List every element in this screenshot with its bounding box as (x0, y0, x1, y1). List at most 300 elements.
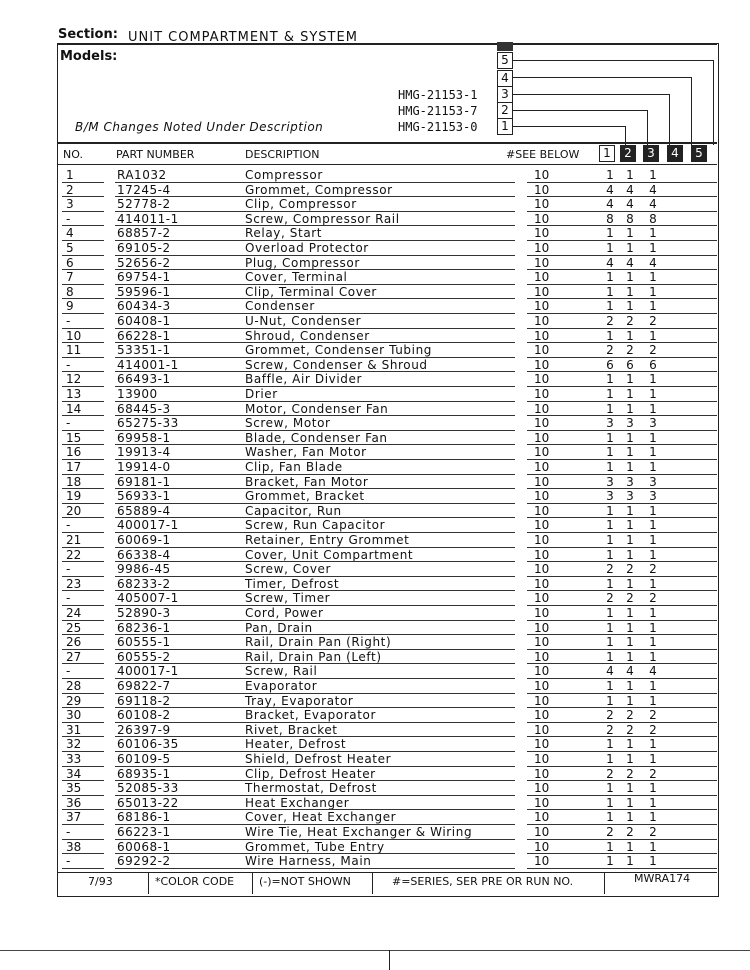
qty-model-1: 1 (606, 781, 614, 796)
part-description: Rail, Drain Pan (Right) (245, 635, 392, 650)
part-number: RA1032 (117, 168, 167, 182)
qty-model-3: 1 (649, 284, 657, 299)
part-number: 53351-1 (117, 343, 171, 358)
row-number: 27 (66, 649, 82, 664)
qty-model-2: 2 (626, 314, 634, 328)
part-description: Cover, Unit Compartment (245, 547, 414, 562)
row-number: - (66, 591, 71, 606)
model-box-1: 1 (497, 118, 513, 135)
part-description: Timer, Defrost (245, 576, 340, 591)
qty-model-2: 1 (626, 270, 634, 285)
model-box-cap (497, 42, 513, 51)
qty-model-1: 2 (606, 825, 614, 839)
table-row (57, 416, 717, 431)
qty-model-1: 2 (606, 591, 614, 606)
row-number: 28 (66, 679, 82, 693)
series-number: 10 (534, 255, 550, 270)
table-row (57, 708, 717, 723)
table-row (57, 840, 717, 855)
footer-color-code: *COLOR CODE (155, 875, 235, 888)
part-number: 69105-2 (117, 241, 171, 255)
qty-model-1: 2 (606, 314, 614, 328)
table-row (57, 256, 717, 271)
series-number: 10 (534, 781, 550, 796)
table-row (57, 343, 717, 358)
part-description: Evaporator (245, 679, 318, 693)
part-description: Rail, Drain Pan (Left) (245, 649, 382, 664)
row-number: 17 (66, 460, 82, 474)
qty-model-3: 2 (649, 708, 657, 723)
table-row (57, 475, 717, 490)
qty-model-1: 1 (606, 460, 614, 474)
part-description: Grommet, Bracket (245, 489, 365, 504)
row-number: - (66, 357, 71, 372)
part-number: 400017-1 (117, 518, 179, 533)
connector-line (513, 77, 691, 78)
row-number: 37 (66, 810, 82, 825)
part-number: 69181-1 (117, 474, 171, 489)
qty-model-2: 2 (626, 766, 634, 781)
table-row (57, 314, 717, 329)
part-number: 26397-9 (117, 722, 171, 737)
part-number: 69292-2 (117, 854, 171, 869)
qty-model-3: 6 (649, 357, 657, 372)
part-description: Clip, Compressor (245, 197, 357, 212)
qty-model-1: 1 (606, 649, 614, 664)
connector-line (513, 94, 669, 95)
part-number: 66228-1 (117, 328, 171, 343)
qty-model-1: 1 (606, 606, 614, 620)
table-row (57, 358, 717, 373)
table-row (57, 299, 717, 314)
qty-model-2: 4 (626, 664, 634, 679)
qty-model-1: 1 (606, 284, 614, 299)
series-number: 10 (534, 825, 550, 839)
part-description: Bracket, Fan Motor (245, 474, 369, 489)
qty-model-3: 4 (649, 664, 657, 679)
part-number: 68233-2 (117, 576, 171, 591)
bm-changes-note: B/M Changes Noted Under Description (75, 120, 324, 134)
row-number: 10 (66, 328, 82, 343)
part-number: 400017-1 (117, 664, 179, 679)
col-no: NO. (63, 148, 83, 161)
row-number: 12 (66, 372, 82, 387)
qty-model-2: 1 (626, 430, 634, 445)
part-number: 60109-5 (117, 752, 171, 766)
part-number: 68236-1 (117, 620, 171, 635)
series-number: 10 (534, 547, 550, 562)
part-description: Clip, Defrost Heater (245, 766, 376, 781)
row-number: 34 (66, 766, 82, 781)
part-description: Heat Exchanger (245, 795, 350, 810)
part-description: Wire Harness, Main (245, 854, 372, 869)
part-number: 52778-2 (117, 197, 171, 212)
part-description: Pan, Drain (245, 620, 313, 635)
table-row (57, 212, 717, 227)
table-row (57, 460, 717, 475)
table-row (57, 226, 717, 241)
footer-divider (252, 872, 253, 894)
qty-model-1: 1 (606, 679, 614, 693)
connector-line (647, 110, 648, 145)
series-number: 10 (534, 328, 550, 343)
qty-model-2: 1 (626, 241, 634, 255)
qty-model-1: 4 (606, 255, 614, 270)
series-number: 10 (534, 372, 550, 387)
qty-model-2: 1 (626, 620, 634, 635)
qty-model-1: 1 (606, 372, 614, 387)
qty-model-2: 1 (626, 533, 634, 547)
table-row (57, 197, 717, 212)
part-description: Screw, Run Capacitor (245, 518, 386, 533)
part-description: Grommet, Compressor (245, 182, 393, 197)
series-number: 10 (534, 226, 550, 241)
series-number: 10 (534, 270, 550, 285)
row-number: 33 (66, 752, 82, 766)
series-number: 10 (534, 649, 550, 664)
part-description: Washer, Fan Motor (245, 445, 367, 460)
qty-model-1: 1 (606, 299, 614, 314)
table-row (57, 694, 717, 709)
series-number: 10 (534, 635, 550, 650)
table-row (57, 533, 717, 548)
qty-model-2: 1 (626, 503, 634, 518)
qty-model-1: 1 (606, 241, 614, 255)
part-description: Retainer, Entry Grommet (245, 533, 410, 547)
series-number: 10 (534, 562, 550, 577)
qty-model-3: 1 (649, 854, 657, 869)
row-number: 18 (66, 474, 82, 489)
part-number: 60555-1 (117, 635, 171, 650)
qty-model-3: 3 (649, 474, 657, 489)
qty-model-2: 2 (626, 343, 634, 358)
row-number: - (66, 416, 71, 431)
qty-model-3: 3 (649, 416, 657, 431)
part-number: 414011-1 (117, 211, 179, 226)
series-number: 10 (534, 314, 550, 328)
qty-model-3: 1 (649, 430, 657, 445)
table-row (57, 752, 717, 767)
part-description: Clip, Terminal Cover (245, 284, 377, 299)
qty-model-1: 1 (606, 547, 614, 562)
part-number: 60108-2 (117, 708, 171, 723)
table-row (57, 387, 717, 402)
qty-model-1: 3 (606, 489, 614, 504)
row-number: 21 (66, 533, 82, 547)
part-description: Screw, Condenser & Shroud (245, 357, 428, 372)
part-description: Drier (245, 387, 278, 401)
qty-model-1: 4 (606, 664, 614, 679)
part-number: 68445-3 (117, 401, 171, 416)
qty-model-3: 1 (649, 328, 657, 343)
part-description: Rivet, Bracket (245, 722, 338, 737)
qty-model-3: 1 (649, 270, 657, 285)
series-number: 10 (534, 343, 550, 358)
qty-model-2: 6 (626, 357, 634, 372)
row-number: 1 (66, 168, 74, 182)
part-number: 66493-1 (117, 372, 171, 387)
series-number: 10 (534, 708, 550, 723)
qty-model-1: 2 (606, 708, 614, 723)
qty-model-3: 1 (649, 679, 657, 693)
series-number: 10 (534, 401, 550, 416)
qty-model-3: 1 (649, 226, 657, 241)
table-row (57, 810, 717, 825)
connector-line (513, 110, 647, 111)
qty-model-3: 1 (649, 299, 657, 314)
table-row (57, 241, 717, 256)
row-number: 20 (66, 503, 82, 518)
qty-model-1: 1 (606, 401, 614, 416)
qty-model-3: 1 (649, 518, 657, 533)
part-description: Condenser (245, 299, 315, 314)
series-number: 10 (534, 518, 550, 533)
table-row (57, 183, 717, 198)
row-number: 38 (66, 839, 82, 854)
part-description: Heater, Defrost (245, 737, 347, 752)
qty-model-2: 2 (626, 591, 634, 606)
part-number: 52085-33 (117, 781, 179, 796)
series-number: 10 (534, 430, 550, 445)
part-description: Shroud, Condenser (245, 328, 370, 343)
part-description: Motor, Condenser Fan (245, 401, 389, 416)
qty-model-2: 1 (626, 693, 634, 708)
qty-model-1: 3 (606, 474, 614, 489)
qty-model-3: 1 (649, 737, 657, 752)
qty-model-3: 1 (649, 168, 657, 182)
row-number: 29 (66, 693, 82, 708)
qty-model-2: 1 (626, 328, 634, 343)
qty-model-1: 1 (606, 226, 614, 241)
row-number: 3 (66, 197, 74, 212)
row-number: 35 (66, 781, 82, 796)
qty-model-1: 1 (606, 270, 614, 285)
row-number: - (66, 825, 71, 839)
connector-line (691, 77, 692, 145)
qty-model-2: 1 (626, 795, 634, 810)
row-number: 25 (66, 620, 82, 635)
row-number: 16 (66, 445, 82, 460)
col-part-number: PART NUMBER (116, 148, 195, 161)
qty-model-3: 2 (649, 343, 657, 358)
qty-model-3: 1 (649, 839, 657, 854)
qty-model-3: 1 (649, 503, 657, 518)
qty-model-3: 4 (649, 197, 657, 212)
qty-model-3: 2 (649, 722, 657, 737)
row-underline (527, 868, 717, 869)
series-number: 10 (534, 576, 550, 591)
row-number: 9 (66, 299, 74, 314)
section-value: UNIT COMPARTMENT & SYSTEM (128, 30, 358, 45)
model-name: HMG-21153-0 (398, 120, 478, 134)
qty-model-1: 4 (606, 182, 614, 197)
table-row (57, 781, 717, 796)
connector-line (513, 126, 625, 127)
part-number: 60106-35 (117, 737, 179, 752)
qty-model-3: 1 (649, 606, 657, 620)
row-number: - (66, 562, 71, 577)
qty-model-2: 1 (626, 445, 634, 460)
series-number: 10 (534, 533, 550, 547)
series-number: 10 (534, 854, 550, 869)
part-number: 405007-1 (117, 591, 179, 606)
series-number: 10 (534, 810, 550, 825)
part-description: Tray, Evaporator (245, 693, 354, 708)
series-number: 10 (534, 839, 550, 854)
qty-model-2: 1 (626, 635, 634, 650)
row-number: - (66, 854, 71, 869)
part-number: 60434-3 (117, 299, 171, 314)
table-row (57, 825, 717, 840)
qty-model-3: 1 (649, 649, 657, 664)
qty-model-1: 1 (606, 518, 614, 533)
qty-model-3: 1 (649, 752, 657, 766)
table-row (57, 796, 717, 811)
part-description: U-Nut, Condenser (245, 314, 362, 328)
qty-model-2: 4 (626, 182, 634, 197)
series-number: 10 (534, 241, 550, 255)
part-number: 69754-1 (117, 270, 171, 285)
qty-model-2: 1 (626, 649, 634, 664)
series-number: 10 (534, 606, 550, 620)
table-row (57, 664, 717, 679)
part-description: Clip, Fan Blade (245, 460, 343, 474)
model-name: HMG-21153-7 (398, 104, 478, 118)
qty-model-2: 1 (626, 460, 634, 474)
qty-model-2: 2 (626, 825, 634, 839)
part-description: Blade, Condenser Fan (245, 430, 388, 445)
qty-model-2: 1 (626, 372, 634, 387)
qty-model-3: 2 (649, 314, 657, 328)
qty-model-3: 1 (649, 533, 657, 547)
series-number: 10 (534, 503, 550, 518)
part-number: 60069-1 (117, 533, 171, 547)
series-number: 10 (534, 168, 550, 182)
part-number: 414001-1 (117, 357, 179, 372)
table-row (57, 723, 717, 738)
row-number: 4 (66, 226, 74, 241)
qty-model-3: 1 (649, 387, 657, 401)
part-number: 52656-2 (117, 255, 171, 270)
row-number: 24 (66, 606, 82, 620)
qty-model-2: 1 (626, 810, 634, 825)
qty-model-1: 1 (606, 503, 614, 518)
series-number: 10 (534, 620, 550, 635)
qty-model-1: 6 (606, 357, 614, 372)
series-number: 10 (534, 197, 550, 212)
col-model-5: 5 (691, 145, 707, 162)
series-number: 10 (534, 284, 550, 299)
row-number: 32 (66, 737, 82, 752)
table-row (57, 168, 717, 183)
model-box-3: 3 (497, 86, 513, 103)
qty-model-2: 1 (626, 387, 634, 401)
part-description: Cord, Power (245, 606, 324, 620)
footer-divider (604, 872, 605, 894)
part-description: Compressor (245, 168, 323, 182)
footer-date: 7/93 (88, 875, 113, 888)
col-model-4: 4 (667, 145, 683, 162)
connector-line (669, 94, 670, 145)
qty-model-3: 2 (649, 591, 657, 606)
part-number: 19914-0 (117, 460, 171, 474)
series-number: 10 (534, 357, 550, 372)
qty-model-2: 8 (626, 211, 634, 226)
part-description: Screw, Cover (245, 562, 332, 577)
qty-model-2: 1 (626, 679, 634, 693)
part-number: 69822-7 (117, 679, 171, 693)
qty-model-2: 1 (626, 518, 634, 533)
series-number: 10 (534, 211, 550, 226)
row-number: 8 (66, 284, 74, 299)
scan-edge-rule (0, 950, 750, 951)
qty-model-3: 2 (649, 562, 657, 577)
table-row (57, 854, 717, 869)
series-number: 10 (534, 387, 550, 401)
row-underline (115, 868, 515, 869)
col-description: DESCRIPTION (245, 148, 320, 161)
connector-line (713, 60, 714, 145)
part-description: Wire Tie, Heat Exchanger & Wiring (245, 825, 473, 839)
row-number: 23 (66, 576, 82, 591)
qty-model-3: 1 (649, 401, 657, 416)
part-description: Overload Protector (245, 241, 369, 255)
table-row (57, 679, 717, 694)
qty-model-1: 1 (606, 795, 614, 810)
qty-model-1: 2 (606, 343, 614, 358)
qty-model-2: 1 (626, 284, 634, 299)
qty-model-2: 1 (626, 737, 634, 752)
part-description: Shield, Defrost Heater (245, 752, 392, 766)
qty-model-3: 1 (649, 241, 657, 255)
qty-model-1: 3 (606, 416, 614, 431)
qty-model-2: 4 (626, 255, 634, 270)
qty-model-3: 1 (649, 445, 657, 460)
row-number: 30 (66, 708, 82, 723)
part-number: 59596-1 (117, 284, 171, 299)
row-number: - (66, 518, 71, 533)
series-number: 10 (534, 489, 550, 504)
row-number: 26 (66, 635, 82, 650)
series-number: 10 (534, 664, 550, 679)
row-number: 7 (66, 270, 74, 285)
part-number: 68857-2 (117, 226, 171, 241)
table-row (57, 548, 717, 563)
series-number: 10 (534, 693, 550, 708)
row-number: 14 (66, 401, 82, 416)
part-number: 9986-45 (117, 562, 171, 577)
series-number: 10 (534, 445, 550, 460)
table-row (57, 518, 717, 533)
footer-not-shown: (-)=NOT SHOWN (259, 875, 351, 888)
series-number: 10 (534, 591, 550, 606)
part-description: Grommet, Tube Entry (245, 839, 385, 854)
scan-edge-tick (389, 950, 390, 970)
qty-model-2: 4 (626, 197, 634, 212)
footer-series: #=SERIES, SER PRE OR RUN NO. (392, 875, 574, 888)
qty-model-1: 8 (606, 211, 614, 226)
qty-model-2: 1 (626, 547, 634, 562)
header-bottom-rule (57, 164, 717, 165)
table-row (57, 591, 717, 606)
series-number: 10 (534, 299, 550, 314)
model-box-5: 5 (497, 52, 513, 69)
series-number: 10 (534, 416, 550, 431)
part-number: 68935-1 (117, 766, 171, 781)
part-number: 60068-1 (117, 839, 171, 854)
part-number: 66223-1 (117, 825, 171, 839)
part-number: 13900 (117, 387, 158, 401)
